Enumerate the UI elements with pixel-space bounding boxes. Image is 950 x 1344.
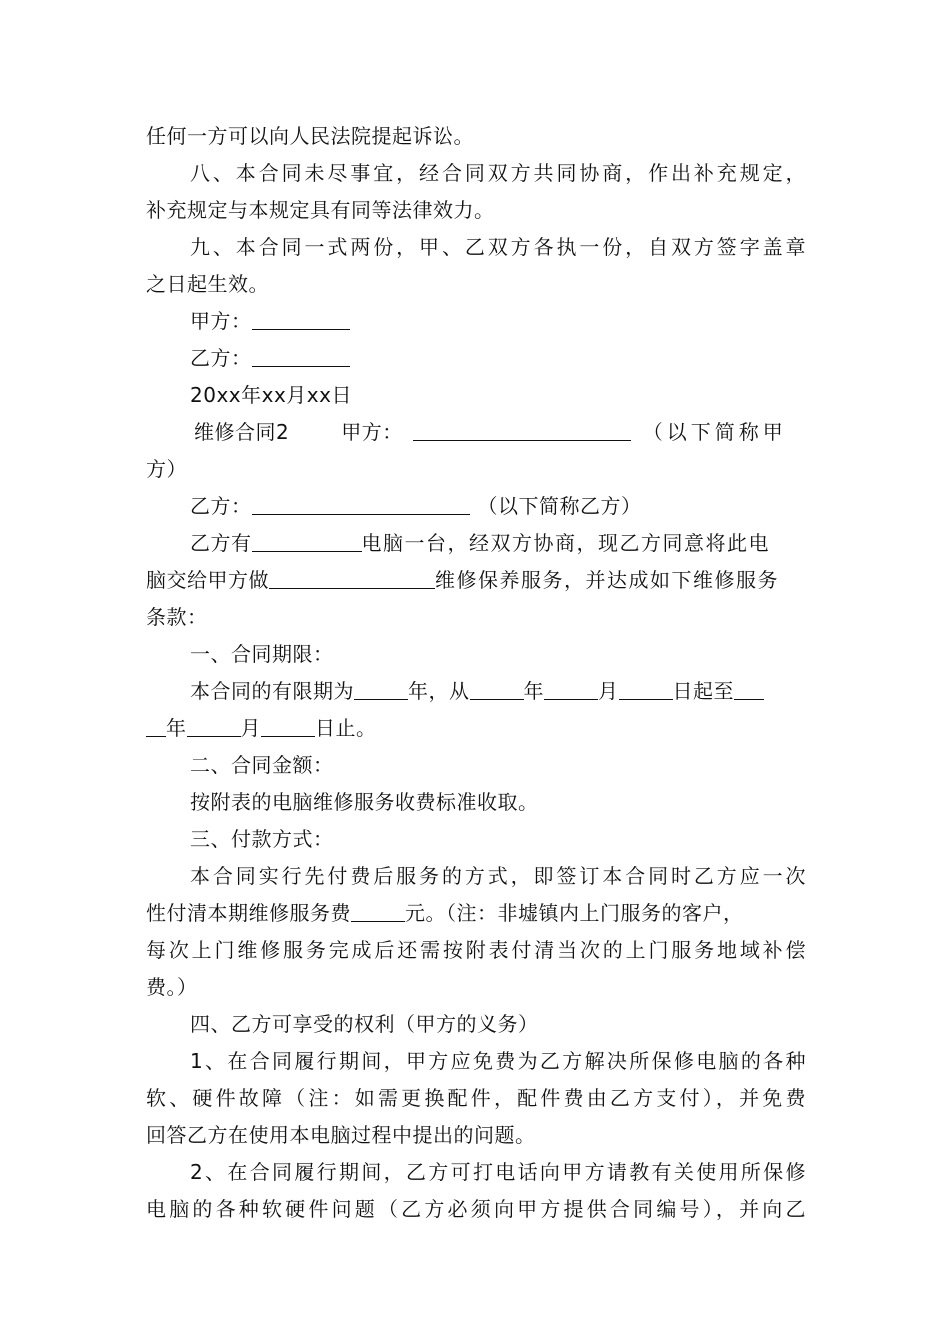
section-4-item-2-line-1 [190, 1160, 806, 1184]
text: 电脑的各种软硬件问题（乙方必须向甲方提供合同编号），并向乙 [146, 1197, 806, 1221]
party-a-label: 甲方： [190, 309, 252, 333]
blank [261, 718, 315, 737]
section-3-line-3 [146, 938, 806, 962]
text: 一、合同期限： [190, 642, 334, 666]
section-3-line-1 [190, 864, 806, 888]
text: 元。（注：非墟镇内上门服务的客户， [405, 901, 744, 925]
text: 脑交给甲方做 [146, 568, 269, 592]
text: 乙方有 [190, 531, 252, 555]
party-a-blank [413, 422, 631, 441]
text: 每次上门维修服务完成后还需按附表付清当次的上门服务地域补偿 [146, 938, 806, 962]
party-b-blank [252, 496, 470, 515]
contract-title: 维修合同2 [194, 420, 290, 444]
term-line-1 [190, 679, 806, 703]
abbrev-note: （以下简称乙方） [477, 494, 642, 518]
text: 本合同实行先付费后服务的方式，即签订本合同时乙方应一次 [190, 864, 806, 888]
text: 电脑一台，经双方协商，现乙方同意将此电 [361, 531, 770, 555]
text: 维修保养服务，并达成如下维修服务 [435, 568, 779, 592]
clause-8-line-1 [190, 161, 806, 185]
date-line [190, 383, 806, 407]
section-3-heading [190, 827, 806, 851]
text: 之日起生效。 [146, 272, 269, 296]
blank [734, 681, 764, 700]
text: 本合同的有限期为 [190, 679, 354, 703]
paragraph-line [146, 124, 806, 148]
computer-brand-blank [252, 533, 362, 552]
party-b-line [190, 494, 806, 518]
text: 年，从 [408, 679, 470, 703]
blank [470, 681, 524, 700]
intro-line-2 [146, 568, 806, 592]
text: 二、合同金额： [190, 753, 334, 777]
party-a-label: 甲方： [341, 420, 403, 444]
abbrev-note: （以下简称甲 [642, 420, 787, 444]
text: 日止。 [315, 716, 377, 740]
section-4-item-2-line-2 [146, 1197, 806, 1221]
text: 费。） [146, 975, 198, 999]
blank [146, 718, 166, 737]
text: 按附表的电脑维修服务收费标准收取。 [190, 790, 539, 814]
party-b-label: 乙方： [190, 346, 252, 370]
section-3-line-2 [146, 901, 806, 925]
text: 补充规定与本规定具有同等法律效力。 [146, 198, 495, 222]
text: 四、乙方可享受的权利（甲方的义务） [190, 1012, 539, 1036]
blank [619, 681, 673, 700]
section-2-body [190, 790, 806, 814]
text: 日起至 [672, 679, 734, 703]
contract-2-header-line [194, 420, 806, 444]
clause-9-line-2 [146, 272, 806, 296]
clause-8-line-2 [146, 198, 806, 222]
text: 软、硬件故障（注：如需更换配件，配件费由乙方支付），并免费 [146, 1086, 806, 1110]
text: 八、本合同未尽事宜，经合同双方共同协商，作出补充规定， [190, 161, 806, 185]
party-a-blank [252, 311, 350, 330]
text: 方） [146, 457, 187, 481]
text: 九、本合同一式两份，甲、乙双方各执一份，自双方签字盖章 [190, 235, 806, 259]
text: 性付清本期维修服务费 [146, 901, 351, 925]
text: 月 [598, 679, 619, 703]
party-b-signature-line [190, 346, 806, 370]
text: 2、在合同履行期间，乙方可打电话向甲方请教有关使用所保修 [190, 1160, 806, 1184]
contract-2-header-line-2 [146, 457, 806, 481]
clause-9-line-1 [190, 235, 806, 259]
text: 回答乙方在使用本电脑过程中提出的问题。 [146, 1123, 536, 1147]
section-1-heading [190, 642, 806, 666]
section-3-line-4 [146, 975, 806, 999]
text: 年 [523, 679, 544, 703]
term-line-2 [146, 716, 806, 740]
party-b-blank [252, 348, 350, 367]
date-text: 20xx年xx月xx日 [190, 383, 352, 407]
section-2-heading [190, 753, 806, 777]
text: 年 [166, 716, 187, 740]
party-b-label: 乙方： [190, 494, 252, 518]
text: 1、在合同履行期间，甲方应免费为乙方解决所保修电脑的各种 [190, 1049, 806, 1073]
party-a-signature-line [190, 309, 806, 333]
blank [544, 681, 598, 700]
text: 三、付款方式： [190, 827, 334, 851]
intro-line-1 [190, 531, 806, 555]
service-type-blank [269, 570, 435, 589]
text: 任何一方可以向人民法院提起诉讼。 [146, 124, 474, 148]
blank [354, 681, 408, 700]
intro-line-3 [146, 605, 806, 629]
section-4-heading [190, 1012, 806, 1036]
section-4-item-1-line-1 [190, 1049, 806, 1073]
fee-blank [351, 903, 405, 922]
text: 条款： [146, 605, 208, 629]
text: 月 [240, 716, 261, 740]
section-4-item-1-line-3 [146, 1123, 806, 1147]
blank [187, 718, 241, 737]
section-4-item-1-line-2 [146, 1086, 806, 1110]
